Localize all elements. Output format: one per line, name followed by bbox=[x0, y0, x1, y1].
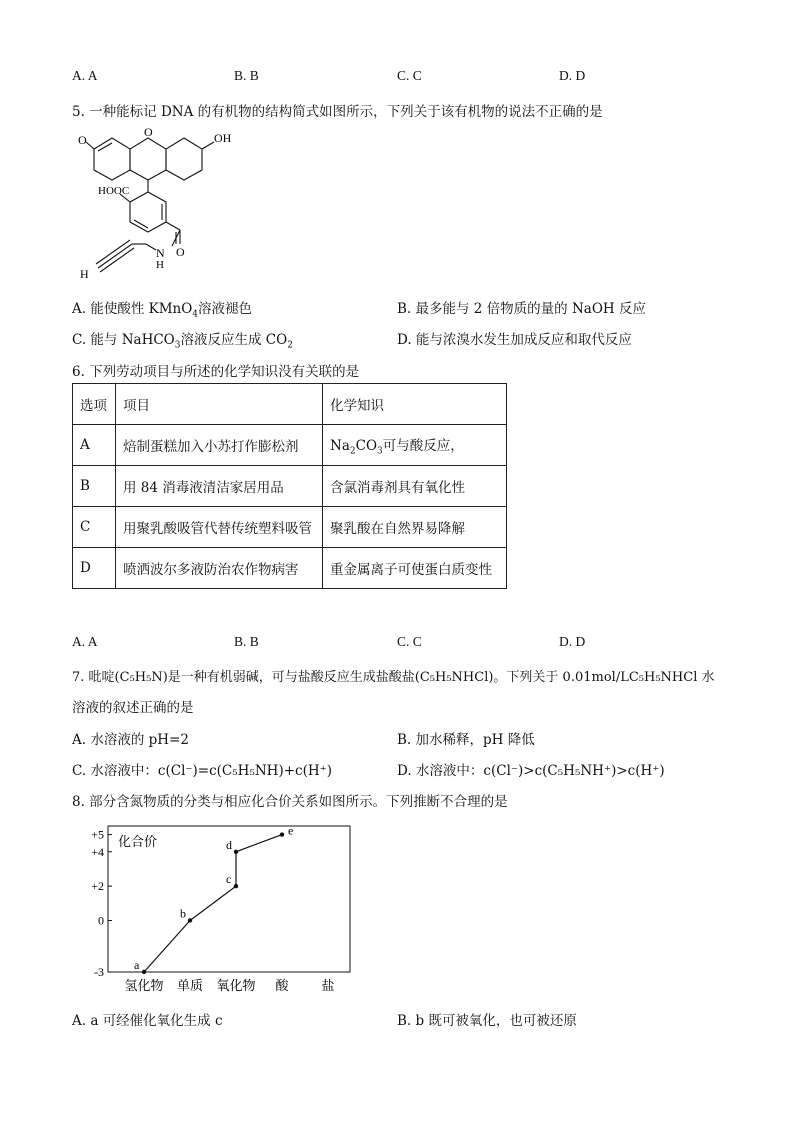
q7-stem-line1: 7. 吡啶(C₅H₅N)是一种有机弱碱，可与盐酸反应生成盐酸盐(C₅H₅NHCl)。下列关于 0.01mol/LC₅H₅NHCl 水 bbox=[72, 670, 715, 685]
row-option: B bbox=[73, 466, 116, 507]
k-sub1: 2 bbox=[349, 446, 356, 457]
q4-option-b: B. B bbox=[234, 68, 259, 83]
table-row bbox=[73, 466, 507, 507]
point-c bbox=[234, 884, 238, 888]
amide-o-label: O bbox=[176, 245, 185, 259]
ketone-o-label: O bbox=[78, 133, 87, 147]
q5-stem: 5. 一种能标记 DNA 的有机物的结构简式如图所示，下列关于该有机物的说法不正确的是 bbox=[72, 104, 603, 120]
table-row bbox=[73, 548, 507, 589]
chart-ylabel: 化合价 bbox=[118, 834, 158, 849]
x-tick-label: 氧化物 bbox=[216, 978, 256, 993]
x-tick-label: 酸 bbox=[275, 978, 289, 993]
point-label-c: c bbox=[226, 872, 232, 887]
q4-option-d: D. D bbox=[559, 68, 586, 83]
x-tick-label: 单质 bbox=[176, 978, 204, 993]
header-knowledge: 化学知识 bbox=[323, 384, 507, 425]
ring-o-label: O bbox=[144, 125, 153, 139]
header-option: 选项 bbox=[73, 384, 116, 425]
nitrogen-valence-chart bbox=[72, 822, 362, 998]
q6-stem: 6. 下列劳动项目与所述的化学知识没有关联的是 bbox=[72, 364, 360, 380]
point-label-e: e bbox=[288, 823, 294, 838]
row-item: 用聚乳酸吸管代替传统塑料吸管 bbox=[116, 507, 323, 548]
q4-option-c: C. C bbox=[397, 68, 422, 83]
y-tick-label: +5 bbox=[91, 827, 104, 842]
table-row bbox=[73, 507, 507, 548]
point-e bbox=[280, 832, 284, 836]
q8-option-a: A. a 可经催化氧化生成 c bbox=[72, 1013, 223, 1029]
k-sub2: 3 bbox=[377, 446, 383, 457]
amide-n-label: N bbox=[156, 246, 165, 260]
series-segment bbox=[190, 886, 236, 920]
q5-option-c bbox=[72, 328, 293, 351]
row-option: D bbox=[73, 548, 116, 589]
x-tick-label: 氢化物 bbox=[124, 978, 164, 993]
q8-option-b: B. b 既可被氧化，也可被还原 bbox=[397, 1013, 577, 1029]
row-option: A bbox=[73, 425, 116, 466]
k-mid: CO bbox=[355, 437, 378, 454]
header-item: 项目 bbox=[116, 384, 323, 425]
q5-option-b: B. 最多能与 2 倍物质的量的 NaOH 反应 bbox=[397, 301, 646, 317]
series-segment bbox=[144, 920, 190, 972]
y-tick-label: +4 bbox=[91, 844, 104, 859]
row-knowledge: 聚乳酸在自然界易降解 bbox=[323, 507, 507, 548]
k-pre: Na bbox=[330, 437, 350, 454]
q7-stem-line2: 溶液的叙述正确的是 bbox=[72, 700, 194, 716]
q4-option-a: A. A bbox=[72, 68, 98, 83]
point-a bbox=[142, 970, 146, 974]
q6-table bbox=[72, 383, 507, 589]
row-item: 喷洒波尔多液防治农作物病害 bbox=[116, 548, 323, 589]
q5-a-pre: A. 能使酸性 KMnO bbox=[72, 301, 193, 317]
table-row bbox=[73, 425, 507, 466]
point-label-b: b bbox=[180, 906, 186, 921]
q7-option-a: A. 水溶液的 pH=2 bbox=[72, 732, 189, 748]
point-b bbox=[188, 918, 192, 922]
q7-option-d: D. 水溶液中：c(Cl⁻)>c(C₅H₅NH⁺)>c(H⁺) bbox=[397, 763, 665, 779]
q5-c-pre: C. 能与 NaHCO bbox=[72, 332, 175, 348]
q5-a-post: 溶液褪色 bbox=[198, 301, 253, 317]
point-label-d: d bbox=[226, 837, 232, 852]
oh-label: OH bbox=[214, 131, 232, 145]
row-item: 用 84 消毒液清洁家居用品 bbox=[116, 466, 323, 507]
q7-option-c: C. 水溶液中：c(Cl⁻)=c(C₅H₅NH)+c(H⁺) bbox=[72, 763, 333, 779]
y-tick-label: -3 bbox=[94, 965, 104, 979]
table-header-row bbox=[73, 384, 507, 425]
q5-option-d: D. 能与浓溴水发生加成反应和取代反应 bbox=[397, 332, 632, 348]
k-post: 可与酸反应， bbox=[382, 437, 464, 454]
x-tick-label: 盐 bbox=[321, 978, 335, 993]
point-d bbox=[234, 850, 238, 854]
q6-option-c: C. C bbox=[397, 634, 422, 649]
amide-h-label: H bbox=[156, 259, 164, 271]
row-item: 焙制蛋糕加入小苏打作膨松剂 bbox=[116, 425, 323, 466]
q6-option-d: D. D bbox=[559, 634, 586, 649]
q5-a-sub: 4 bbox=[192, 309, 199, 320]
series-segment bbox=[236, 835, 282, 852]
q5-structure-diagram bbox=[76, 122, 256, 284]
q7-option-b: B. 加水稀释，pH 降低 bbox=[397, 732, 535, 748]
q6-option-a: A. A bbox=[72, 634, 98, 649]
row-option: C bbox=[73, 507, 116, 548]
alkyne-h-label: H bbox=[80, 267, 89, 281]
q8-stem: 8. 部分含氮物质的分类与相应化合价关系如图所示。下列推断不合理的是 bbox=[72, 794, 508, 810]
q5-option-a bbox=[72, 297, 252, 320]
cooh-label: HOOC bbox=[98, 185, 130, 197]
q5-c-mid: 溶液反应生成 CO bbox=[180, 332, 288, 348]
q6-option-b: B. B bbox=[234, 634, 259, 649]
row-knowledge: 含氯消毒剂具有氧化性 bbox=[323, 466, 507, 507]
y-tick-label: +2 bbox=[91, 879, 104, 894]
q5-c-sub2: 2 bbox=[287, 340, 293, 351]
y-tick-label: 0 bbox=[98, 913, 104, 928]
point-label-a: a bbox=[134, 958, 140, 972]
q5-c-sub1: 3 bbox=[174, 340, 181, 351]
row-knowledge: 重金属离子可使蛋白质变性 bbox=[323, 548, 507, 589]
row-knowledge bbox=[323, 425, 507, 466]
